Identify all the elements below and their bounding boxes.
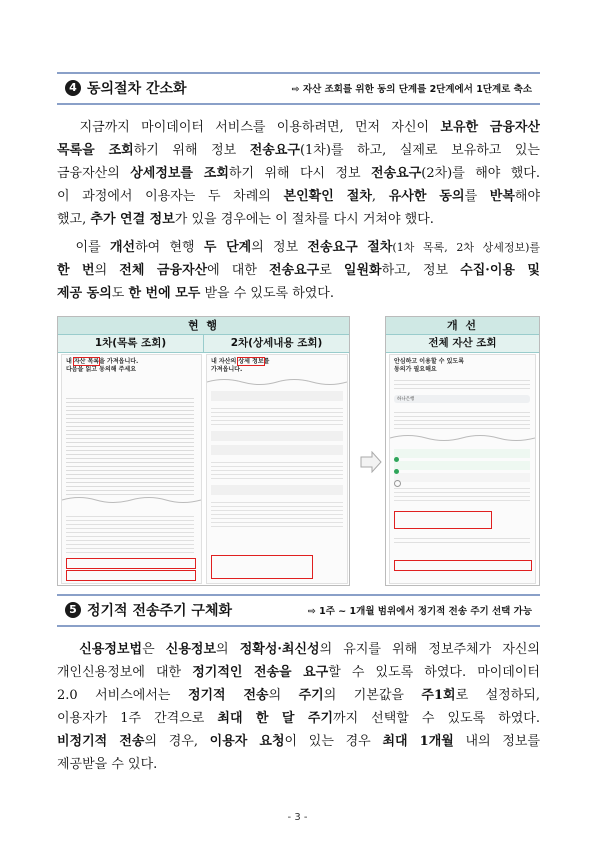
improved-process-panel xyxy=(385,316,540,586)
fine-print-block xyxy=(394,409,530,429)
text-line: 이용자가 1주 간격으로 최대 한 달 주기까지 선택할 수 있도록 하였다. xyxy=(57,711,540,726)
consent-item xyxy=(211,445,343,455)
circle-icon xyxy=(394,480,401,487)
consent-process-figure xyxy=(57,316,540,586)
fine-print-block xyxy=(394,535,530,545)
consent-checkbox-highlight xyxy=(211,555,313,579)
step-2-header: 2차(상세내용 조회) xyxy=(204,335,349,353)
screen-subtitle-line: 동의가 필요해요 xyxy=(394,366,437,373)
section-4-header xyxy=(57,72,540,105)
consent-item xyxy=(394,449,530,458)
consent-item-list xyxy=(394,449,530,506)
section-number-badge: 4 xyxy=(65,80,81,96)
section-4-paragraph-1 xyxy=(57,116,540,231)
text-line: 비정기적 전송의 경우, 이용자 요청이 있는 경우 최대 1개월 내의 정보를 xyxy=(57,734,540,749)
text-line: 지금까지 마이데이터 서비스를 이용하려면, 먼저 자신이 보유한 금융자산 xyxy=(79,120,540,135)
consent-item xyxy=(394,461,530,470)
fine-print-block xyxy=(211,459,343,481)
step-1-screenshot xyxy=(61,354,202,584)
consent-item-list xyxy=(211,391,343,529)
consent-item xyxy=(211,431,343,441)
text-line: 제공 동의도 한 번에 모두 받을 수 있도록 하였다. xyxy=(57,286,334,301)
text-line: 제공받을 수 있다. xyxy=(57,757,158,772)
scroll-break-wave xyxy=(390,433,535,443)
section-5-header xyxy=(57,594,540,627)
section-4-paragraph-2 xyxy=(57,236,540,305)
section-rule-bottom xyxy=(57,103,540,105)
improved-header: 개 선 xyxy=(386,317,539,335)
section-rule-bottom xyxy=(57,625,540,627)
step-1-header: 1차(목록 조회) xyxy=(58,335,204,353)
section-rule-top xyxy=(57,72,540,74)
text-line: 2.0 서비스에서는 정기적 전송의 주기의 기본값을 주1회로 설정하되, xyxy=(57,688,540,703)
text-line: 개인신용정보에 대한 정기적인 전송을 요구할 수 있도록 하였다. 마이데이터 xyxy=(57,665,540,680)
screen-subtitle-line: 다음을 읽고 동의해 주세요 xyxy=(66,366,137,373)
fine-print-block xyxy=(66,513,194,553)
text-line: 한 번의 전체 금융자산에 대한 전송요구로 일원화하고, 정보 수집·이용 및 xyxy=(57,263,540,278)
detail-info-highlight: 상세 정보 xyxy=(238,358,264,365)
screen-title-line: 내 자산의 상세 정보를 xyxy=(211,358,270,365)
fine-print-block xyxy=(394,377,530,391)
consent-item xyxy=(394,473,530,482)
improved-screenshot xyxy=(389,354,536,584)
section-title: 정기적 전송주기 구체화 xyxy=(87,603,232,619)
scroll-break-wave xyxy=(62,495,201,505)
institution-select: 하나은행 xyxy=(394,395,530,403)
consent-checkbox-highlight xyxy=(394,511,492,529)
fine-print-block xyxy=(394,485,530,503)
text-line: 신용정보법은 신용정보의 정확성·최신성의 유지를 위해 정보주체가 자신의 xyxy=(79,642,540,657)
fine-print-block xyxy=(211,499,343,529)
text-line: 금융자산의 상세정보를 조회하기 위해 다시 정보 전송요구(2차)를 해야 했다. xyxy=(57,166,540,181)
consent-checkbox-highlight xyxy=(66,558,196,569)
current-header: 현 행 xyxy=(58,317,349,335)
current-process-panel xyxy=(57,316,350,586)
section-title: 동의절차 간소화 xyxy=(87,81,187,97)
consent-item xyxy=(211,485,343,495)
page-number: - 3 - xyxy=(287,812,308,823)
asset-list-highlight: 자산 목록 xyxy=(73,358,100,365)
improved-subheader: 전체 자산 조회 xyxy=(386,335,539,353)
consent-item xyxy=(211,391,343,401)
text-line: 이를 개선하여 현행 두 단계의 정보 전송요구 절차(1차 목록, 2차 상세정보)를 xyxy=(75,240,540,255)
fine-print-block xyxy=(66,395,194,495)
section-5-paragraph xyxy=(57,638,540,776)
section-number-badge: 5 xyxy=(65,602,81,618)
section-rule-top xyxy=(57,594,540,596)
screen-title-line: 안심하고 이용할 수 있도록 xyxy=(394,358,465,365)
text-line: 목록을 조회하기 위해 정보 전송요구(1차)를 하고, 실제로 보유하고 있는 xyxy=(57,143,540,158)
screen-title-line: 내 자산 목록을 가져옵니다. xyxy=(66,358,139,365)
improvement-arrow-icon xyxy=(360,451,382,473)
text-line: 이 과정에서 이용자는 두 차례의 본인확인 절차, 유사한 동의를 반복해야 xyxy=(57,189,540,204)
screen-subtitle-line: 가져옵니다. xyxy=(211,366,243,373)
fine-print-block xyxy=(211,405,343,427)
consent-checkbox-highlight xyxy=(394,560,532,571)
section-subtitle: ⇨ 1주 ~ 1개월 범위에서 정기적 전송 주기 선택 가능 xyxy=(307,606,532,617)
section-subtitle: ⇨ 자산 조회를 위한 동의 단계를 2단계에서 1단계로 축소 xyxy=(291,84,532,95)
step-2-screenshot xyxy=(206,354,348,584)
text-line: 했고, 추가 연결 정보가 있을 경우에는 이 절차를 다시 거쳐야 했다. xyxy=(57,212,434,227)
scroll-break-wave xyxy=(207,377,347,387)
consent-checkbox-highlight xyxy=(66,570,196,581)
